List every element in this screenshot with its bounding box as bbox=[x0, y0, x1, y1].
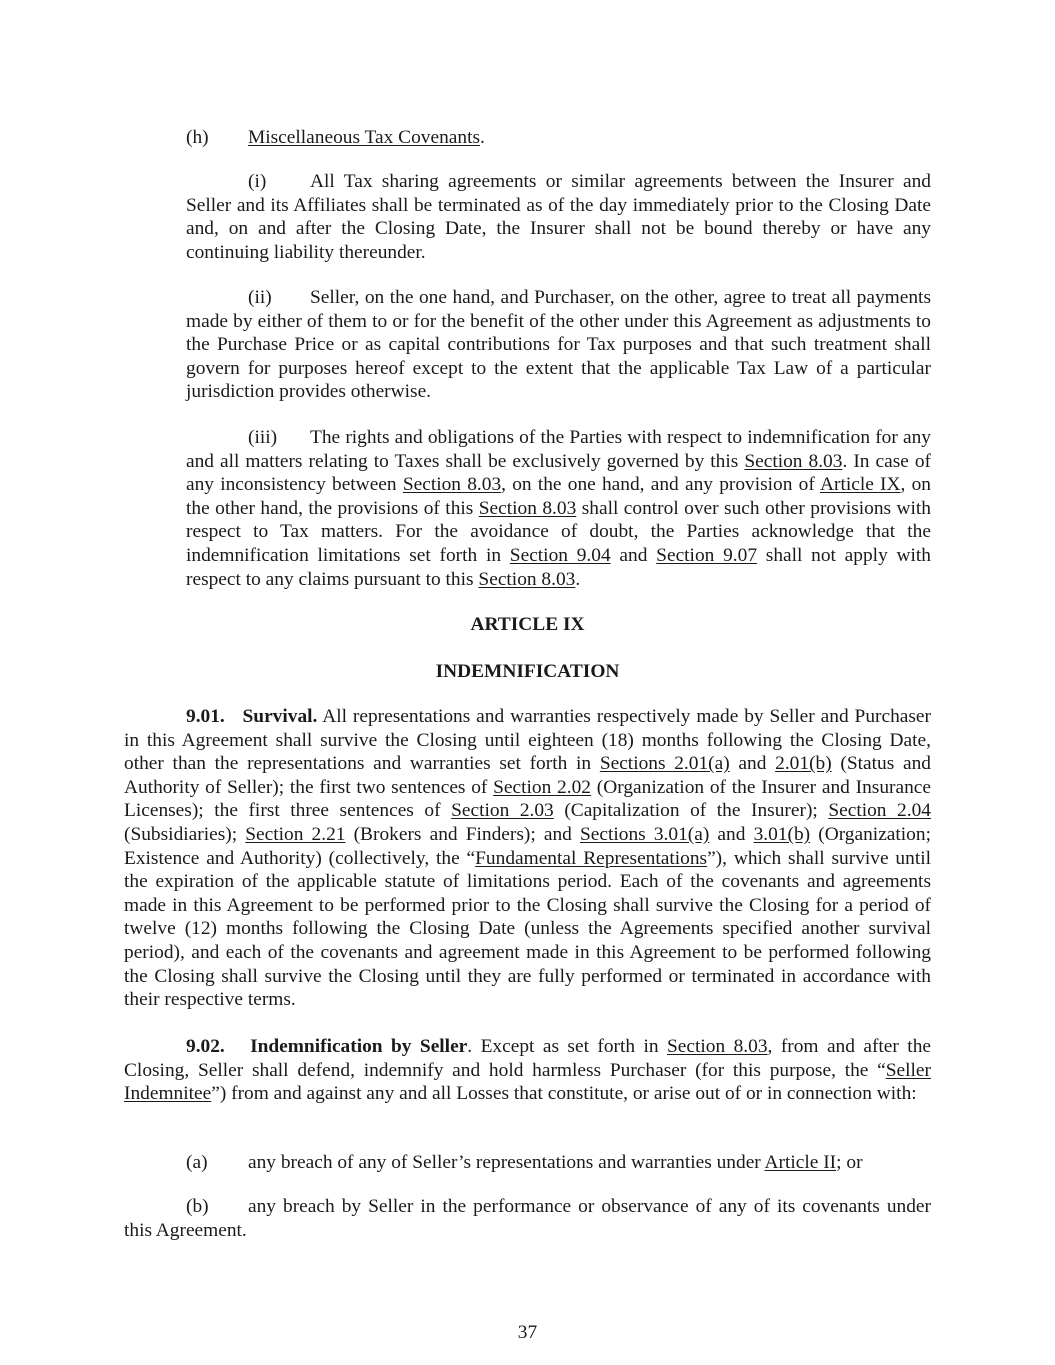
section-3-01b-reference: 3.01(b) bbox=[753, 823, 811, 845]
sections-2-01a-reference: Sections 2.01(a) bbox=[599, 753, 730, 775]
seller-indemnitee-term: Seller Indemnitee bbox=[124, 1059, 931, 1105]
section-9-02-number: 9.02. bbox=[186, 1036, 225, 1057]
subsection-h-marker: (h) bbox=[186, 127, 209, 148]
subsection-h-heading bbox=[186, 126, 931, 150]
fundamental-representations-term: Fundamental Representations bbox=[475, 847, 708, 869]
section-2-01b-reference: 2.01(b) bbox=[775, 753, 832, 775]
item-b-text: any breach by Seller in the performance or observance of any of its covenants under this Agreement. bbox=[124, 1196, 931, 1241]
section-9-01-text-4: (Organization of the Insurer and Insurance Licenses); the first three sentences of bbox=[124, 776, 931, 822]
section-8-03-reference: Section 8.03 bbox=[744, 450, 843, 472]
item-a bbox=[186, 1151, 931, 1175]
item-b bbox=[124, 1195, 931, 1242]
page-number: 37 bbox=[517, 1322, 538, 1343]
section-8-03-reference: Section 8.03 bbox=[478, 568, 576, 590]
section-9-02-text-3: ”) from and against any and all Losses that constitute, or arise out of or in connection with: bbox=[211, 1083, 917, 1105]
item-b-marker: (b) bbox=[186, 1196, 209, 1217]
paragraph-iii-text-3: , on the one hand, and any provision of bbox=[501, 474, 820, 496]
section-2-02-reference: Section 2.02 bbox=[493, 776, 591, 798]
section-2-21-reference: Section 2.21 bbox=[245, 823, 346, 845]
section-9-01-text-6: (Subsidiaries); bbox=[124, 823, 246, 845]
item-a-text-2: ; or bbox=[836, 1152, 863, 1173]
item-a-marker: (a) bbox=[186, 1152, 208, 1173]
section-9-07-reference: Section 9.07 bbox=[656, 544, 758, 566]
section-9-01-text-1: All representations and warranties respectively made by Seller and Purchaser in this Agreement shall survive the Closing until eighteen (18) months following the Closing Date, other than the representations and warranties set forth in bbox=[124, 706, 931, 775]
article-ix-reference: Article IX bbox=[819, 474, 901, 496]
paragraph-iii-text-1: The rights and obligations of the Parties with respect to indemnification for any and all matters relating to Taxes shall be exclusively governed by this bbox=[186, 427, 931, 472]
paragraph-iii-text-7: shall not apply with respect to any claims pursuant to this bbox=[186, 544, 931, 590]
subsection-h-title: Miscellaneous Tax Covenants bbox=[248, 127, 481, 148]
paragraph-i-text: All Tax sharing agreements or similar agreements between the Insurer and Seller and its Affiliates shall be terminated as of the day immediately prior to the Closing Date and, on and after the Closing Date, the Insurer shall not be bound thereby or have any continuing liability thereunder. bbox=[186, 171, 931, 263]
paragraph-iii-text-8: . bbox=[575, 568, 581, 590]
section-9-01-text-8: and bbox=[709, 823, 754, 845]
paragraph-iii-text-2: . In case of any inconsistency between bbox=[186, 450, 932, 496]
section-9-02 bbox=[124, 1035, 931, 1106]
section-9-01-text-5: (Capitalization of the Insurer); bbox=[553, 800, 829, 822]
paragraph-ii-text: Seller, on the one hand, and Purchaser, on the other, agree to treat all payments made by either of them to or for the benefit of the other under this Agreement as adjustments to the Purchase Price or as capital contributions for Tax purposes and that such treatment shall govern for purposes hereof except to the extent that the applicable Tax Law of a particular jurisdiction provides otherwise. bbox=[186, 287, 931, 403]
section-9-04-reference: Section 9.04 bbox=[509, 544, 611, 566]
section-9-01-text-3: (Status and Authority of Seller); the first two sentences of bbox=[124, 753, 931, 798]
paragraph-iii-text-4: , on the other hand, the provisions of this bbox=[186, 474, 931, 519]
section-9-01-title: Survival. bbox=[242, 706, 318, 727]
paragraph-iii bbox=[186, 426, 931, 591]
section-9-01-number: 9.01. bbox=[186, 706, 225, 727]
subsection-h-period: . bbox=[480, 127, 485, 148]
paragraph-i-marker: (i) bbox=[248, 171, 267, 192]
section-9-02-text-1: . Except as set forth in bbox=[467, 1036, 668, 1057]
section-9-01-text-9: (Organization; Existence and Authority) (collectively, the “ bbox=[124, 823, 931, 869]
paragraph-i bbox=[186, 170, 931, 264]
section-8-03-reference: Section 8.03 bbox=[478, 497, 577, 519]
section-9-01-text-2: and bbox=[729, 753, 776, 775]
paragraph-ii-marker: (ii) bbox=[248, 287, 272, 308]
paragraph-ii bbox=[186, 286, 931, 404]
article-ii-reference: Article II bbox=[764, 1152, 837, 1173]
section-2-03-reference: Section 2.03 bbox=[451, 800, 554, 822]
article-title: INDEMNIFICATION bbox=[435, 661, 620, 682]
section-9-02-title: Indemnification by Seller bbox=[250, 1036, 468, 1057]
paragraph-iii-marker: (iii) bbox=[248, 427, 278, 448]
section-8-03-reference: Section 8.03 bbox=[402, 474, 502, 496]
paragraph-iii-text-6: and bbox=[610, 544, 657, 566]
section-2-04-reference: Section 2.04 bbox=[828, 800, 931, 822]
section-9-01-text-7: (Brokers and Finders); and bbox=[345, 823, 580, 845]
article-number: ARTICLE IX bbox=[470, 614, 585, 635]
section-9-01-text-10: ”), which shall survive until the expiration of the applicable statute of limitations period. Each of the covenants and agreements made in this Agreement to be performed prior to the Closing shall survive the Closing for a period of twelve (12) months following the Closing Date (unless the Agreements specified another survival period), and each of the covenants and agreement made in this Agreement to be performed following the Closing shall survive the Closing until they are fully performed or terminated in accordance with their respective terms. bbox=[124, 847, 931, 1011]
paragraph-iii-text-5: shall control over such other provisions with respect to Tax matters. For the avoidance of doubt, the Parties acknowledge that the indemnification limitations set forth in bbox=[186, 497, 931, 566]
section-8-03-reference: Section 8.03 bbox=[667, 1036, 768, 1057]
item-a-text-1: any breach of any of Seller’s representations and warranties under bbox=[248, 1152, 765, 1173]
section-9-02-text-2: , from and after the Closing, Seller shall defend, indemnify and hold harmless Purchaser (for this purpose, the “ bbox=[124, 1036, 931, 1081]
section-9-01 bbox=[124, 705, 931, 1012]
sections-3-01a-reference: Sections 3.01(a) bbox=[580, 823, 710, 845]
